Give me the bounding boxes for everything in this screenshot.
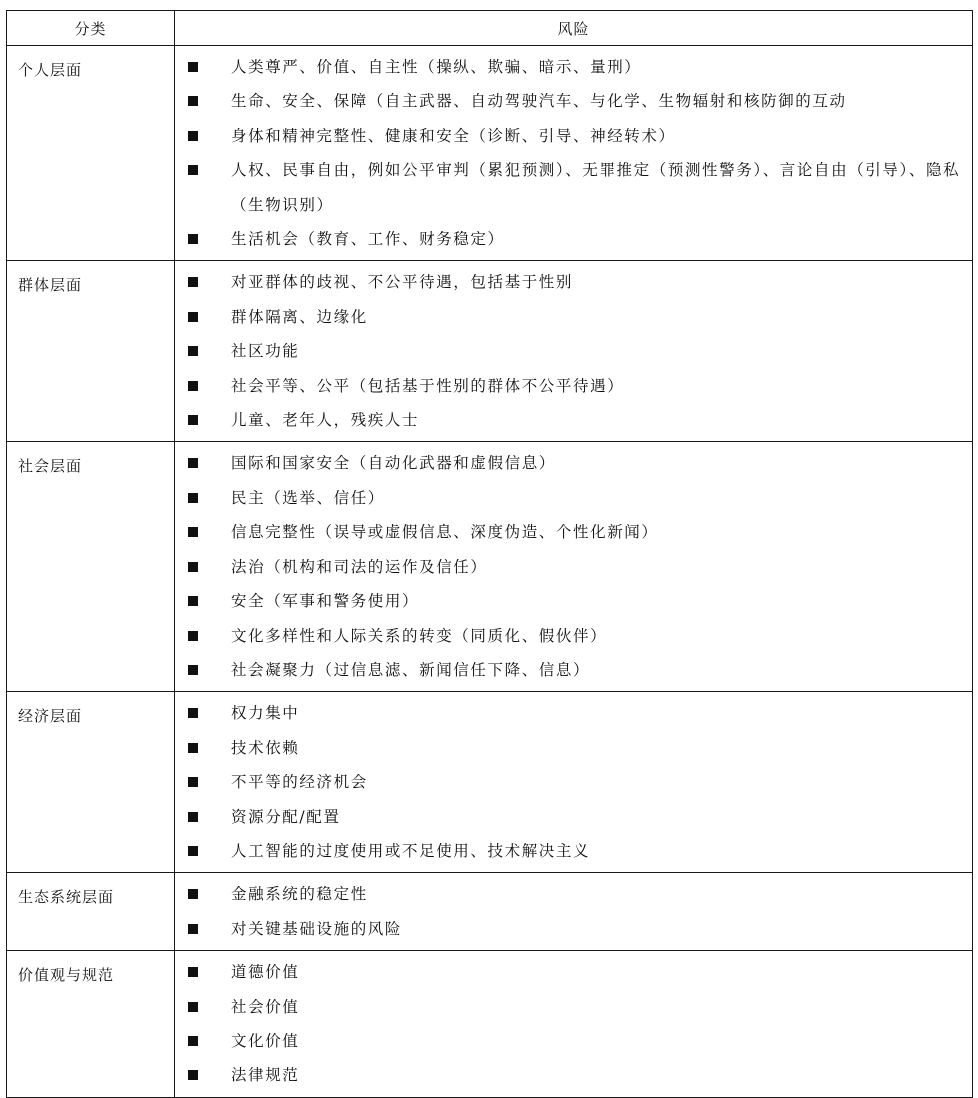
square-bullet-icon — [188, 458, 198, 468]
risk-item-text: 对关键基础设施的风险 — [231, 919, 403, 938]
risk-item-text: 身体和精神完整性、健康和安全（诊断、引导、神经转术） — [231, 126, 676, 145]
square-bullet-icon — [188, 165, 198, 175]
risk-item-text: 对亚群体的歧视、不公平待遇，包括基于性别 — [231, 273, 574, 292]
list-item — [175, 912, 972, 946]
risk-item-text: 社会平等、公平（包括基于性别的群体不公平待遇） — [231, 376, 625, 395]
risk-cell — [175, 951, 973, 1098]
header-row — [7, 11, 973, 46]
list-item — [175, 584, 972, 618]
square-bullet-icon — [188, 234, 198, 244]
risk-item-text: 信息完整性（误导或虚假信息、深度伪造、个性化新闻） — [231, 523, 659, 542]
square-bullet-icon — [188, 812, 198, 822]
square-bullet-icon — [188, 312, 198, 322]
list-item — [175, 765, 972, 799]
risk-list — [175, 50, 972, 256]
category-cell: 社会层面 — [7, 442, 175, 692]
list-item — [175, 50, 972, 84]
table-row — [7, 442, 973, 692]
list-item — [175, 990, 972, 1024]
square-bullet-icon — [188, 62, 198, 72]
risk-item-text: 社会价值 — [231, 997, 300, 1016]
list-item — [175, 731, 972, 765]
risk-item-text: 不平等的经济机会 — [231, 773, 368, 792]
category-cell: 个人层面 — [7, 46, 175, 261]
list-item — [175, 550, 972, 584]
risk-item-text: 社会凝聚力（过信息滤、新闻信任下降、信息） — [231, 660, 591, 679]
risk-table — [6, 10, 973, 1098]
risk-item-text: 人权、民事自由，例如公平审判（累犯预测）、无罪推定（预测性警务）、言论自由（引导）、隐私（生物识别） — [231, 161, 961, 214]
square-bullet-icon — [188, 889, 198, 899]
list-item — [175, 1024, 972, 1058]
risk-item-text: 国际和国家安全（自动化武器和虚假信息） — [231, 454, 556, 473]
list-item — [175, 446, 972, 480]
square-bullet-icon — [188, 743, 198, 753]
risk-item-text: 生命、安全、保障（自主武器、自动驾驶汽车、与化学、生物辐射和核防御的互动 — [231, 92, 847, 111]
risk-item-text: 文化多样性和人际关系的转变（同质化、假伙伴） — [231, 626, 608, 645]
risk-item-text: 道德价值 — [231, 963, 300, 982]
risk-item-text: 儿童、老年人，残疾人士 — [231, 411, 420, 430]
list-item — [175, 265, 972, 299]
square-bullet-icon — [188, 562, 198, 572]
list-item — [175, 1058, 972, 1092]
list-item — [175, 84, 972, 118]
square-bullet-icon — [188, 846, 198, 856]
risk-cell — [175, 46, 973, 261]
list-item — [175, 403, 972, 437]
risk-cell — [175, 442, 973, 692]
square-bullet-icon — [188, 777, 198, 787]
risk-list — [175, 955, 972, 1093]
square-bullet-icon — [188, 631, 198, 641]
risk-list — [175, 265, 972, 437]
table-body — [7, 46, 973, 1098]
risk-item-text: 社区功能 — [231, 342, 300, 361]
square-bullet-icon — [188, 665, 198, 675]
table-row — [7, 692, 973, 873]
square-bullet-icon — [188, 967, 198, 977]
table-row — [7, 951, 973, 1098]
list-item — [175, 222, 972, 256]
table-row — [7, 46, 973, 261]
square-bullet-icon — [188, 493, 198, 503]
risk-item-text: 权力集中 — [231, 704, 300, 723]
list-item — [175, 834, 972, 868]
square-bullet-icon — [188, 1002, 198, 1012]
risk-item-text: 法律规范 — [231, 1066, 300, 1085]
square-bullet-icon — [188, 596, 198, 606]
risk-list — [175, 446, 972, 687]
risk-item-text: 法治（机构和司法的运作及信任） — [231, 557, 488, 576]
risk-list — [175, 696, 972, 868]
list-item — [175, 481, 972, 515]
header-category: 分类 — [7, 11, 175, 46]
category-cell: 经济层面 — [7, 692, 175, 873]
risk-item-text: 生活机会（教育、工作、财务稳定） — [231, 230, 505, 249]
table-row — [7, 873, 973, 951]
risk-item-text: 资源分配/配置 — [231, 807, 341, 826]
risk-cell — [175, 873, 973, 951]
list-item — [175, 877, 972, 911]
square-bullet-icon — [188, 527, 198, 537]
risk-cell — [175, 261, 973, 442]
square-bullet-icon — [188, 415, 198, 425]
square-bullet-icon — [188, 924, 198, 934]
square-bullet-icon — [188, 381, 198, 391]
square-bullet-icon — [188, 131, 198, 141]
header-risk: 风险 — [175, 11, 973, 46]
category-cell: 价值观与规范 — [7, 951, 175, 1098]
risk-item-text: 文化价值 — [231, 1031, 300, 1050]
risk-item-text: 人工智能的过度使用或不足使用、技术解决主义 — [231, 841, 591, 860]
table-row — [7, 261, 973, 442]
category-cell: 群体层面 — [7, 261, 175, 442]
risk-item-text: 技术依赖 — [231, 738, 300, 757]
risk-item-text: 安全（军事和警务使用） — [231, 592, 420, 611]
list-item — [175, 653, 972, 687]
list-item — [175, 800, 972, 834]
list-item — [175, 955, 972, 989]
category-cell: 生态系统层面 — [7, 873, 175, 951]
list-item — [175, 300, 972, 334]
square-bullet-icon — [188, 708, 198, 718]
risk-list — [175, 877, 972, 946]
list-item — [175, 369, 972, 403]
square-bullet-icon — [188, 1036, 198, 1046]
square-bullet-icon — [188, 346, 198, 356]
square-bullet-icon — [188, 96, 198, 106]
risk-item-text: 群体隔离、边缘化 — [231, 307, 368, 326]
risk-item-text: 金融系统的稳定性 — [231, 885, 368, 904]
risk-item-text: 民主（选举、信任） — [231, 488, 385, 507]
list-item — [175, 515, 972, 549]
list-item — [175, 619, 972, 653]
risk-cell — [175, 692, 973, 873]
list-item — [175, 119, 972, 153]
list-item — [175, 334, 972, 368]
list-item — [175, 153, 972, 222]
list-item — [175, 696, 972, 730]
square-bullet-icon — [188, 277, 198, 287]
square-bullet-icon — [188, 1070, 198, 1080]
risk-item-text: 人类尊严、价值、自主性（操纵、欺骗、暗示、量刑） — [231, 58, 642, 76]
